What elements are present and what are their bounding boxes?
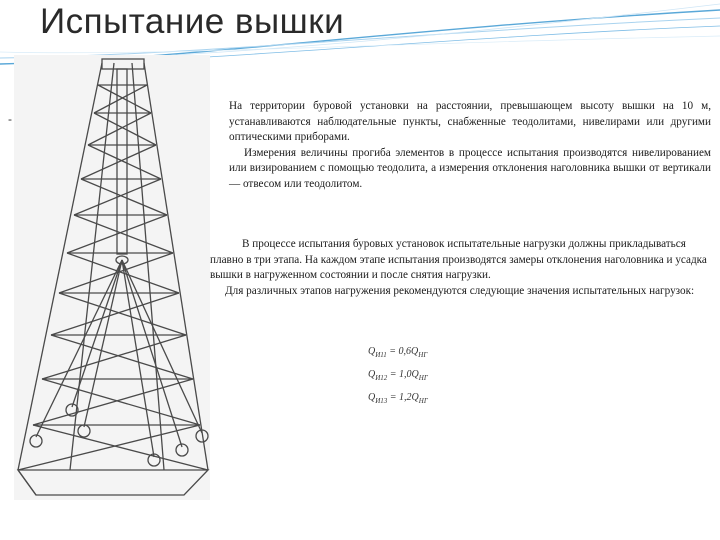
formula-lhs: Q [368, 346, 376, 357]
formula-rhs: = 0,6Q [389, 346, 419, 357]
formula-lhs-subscript: И13 [375, 397, 388, 405]
formula-rhs-subscript: НГ [418, 374, 428, 382]
derrick-tower-drawing [14, 55, 210, 500]
derrick-tower-figure [14, 55, 210, 500]
text-block-observation [229, 99, 711, 193]
bullet-marker: - [8, 112, 12, 126]
slide-title: Испытание вышки [40, 2, 345, 41]
formula-stage-1 [368, 340, 488, 363]
formula-rhs: = 1,0Q [389, 369, 419, 380]
formula-lhs: Q [368, 369, 376, 380]
paragraph-observation-points: На территории буровой установки на расстоянии, превышающем высоту вышки на 10 м, устанавливаются наблюдательные пункты, снабженные теодолитами, нивелирами или другими оптическими приборами. [229, 100, 711, 144]
formula-rhs-subscript: НГ [418, 351, 428, 359]
formula-stage-2 [368, 363, 488, 386]
formula-stage-3 [368, 386, 488, 409]
formula-lhs: Q [368, 392, 376, 403]
paragraph-recommended-loads: Для различных этапов нагружения рекомендуются следующие значения испытательных нагрузок: [225, 284, 695, 297]
formula-rhs: = 1,2Q [389, 392, 419, 403]
formula-rhs-subscript: НГ [418, 397, 428, 405]
formula-lhs-subscript: И11 [375, 351, 387, 359]
paragraph-loading-stages: В процессе испытания буровых установок испытательные нагрузки должны прикладываться плавно в три этапа. На каждом этапе испытания производятся замеры отклонения наголовника и усадка вышки в нагруженном состоянии и после снятия нагрузки. [210, 238, 707, 282]
text-block-loading [210, 237, 712, 299]
formula-lhs-subscript: И12 [375, 374, 388, 382]
load-formulas [368, 340, 488, 409]
paragraph-measurement-methods: Измерения величины прогиба элементов в процессе испытания производятся нивелированием или визированием с помощью теодолита, а измерения отклонения наголовника вышки от вертикали — отвесом или теодолитом. [229, 146, 711, 190]
